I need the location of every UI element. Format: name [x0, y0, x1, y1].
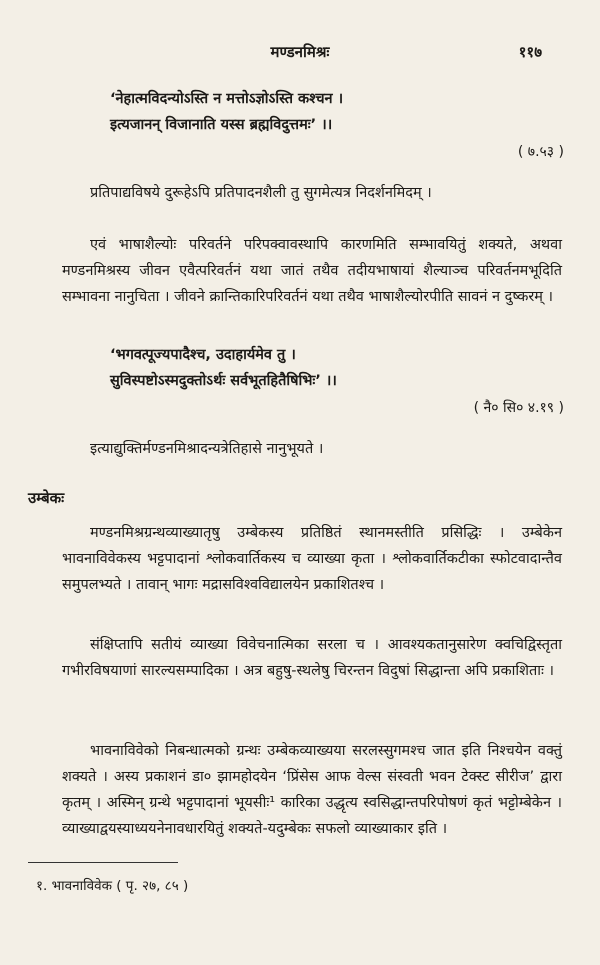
verse-reference: ( नै० सि० ४.१९ ): [473, 400, 564, 416]
paragraph: [62, 738, 562, 842]
paragraph-text: प्रतिपाद्यविषये दुरूहेऽपि प्रतिपादनशैली तु सुगमेत्यत्र निदर्शनमिदम् ।: [90, 185, 432, 201]
verse-block-2: [110, 342, 540, 394]
paragraph-text: इत्याद्युक्तिर्मण्डनमिश्रादन्यत्रेतिहासे नानुभूयते ।: [90, 441, 324, 457]
paragraph: [62, 232, 562, 310]
paragraph-text: मण्डनमिश्रग्रन्थव्याख्यातृषु उम्बेकस्य प्रतिष्ठितं स्थानमस्तीति प्रसिद्धिः । उम्बेकेन भावनाविवेकस्य भट्टपादानां श्लोकवार्तिकस्य च व्याख्या कृता । श्लोकवार्तिकटीका स्फोटवादान्तैव समुपलभ्यते । तावान् भागः मद्रासविश्वविद्यालयेन प्रकाशितश्च ।: [62, 525, 562, 593]
running-title: मण्डनमिश्रः: [270, 43, 330, 61]
paragraph-text: एवं भाषाशैल्योः परिवर्तने परिपक्वावस्थापि कारणमिति सम्भावयितुं शक्यते, अथवा मण्डनमिश्रस्य जीवन एवैत्परिवर्तनं यथा जातं तथैव तदीयभाषायां शैल्याञ्च परिवर्तनमभूदिति सम्भावना नानुचिता । जीवने क्रान्तिकारिपरिवर्तनं यथा तथैव भाषाशैल्योरपीति सावनं न दुष्करम् ।: [62, 237, 562, 305]
paragraph-text: संक्षिप्तापि सतीयं व्याख्या विवेचनात्मिका सरला च । आवश्यकतानुसारेण क्वचिद्विस्तृता गभीरविषयाणां सारल्यसम्पादिका । अत्र बहुषु-स्थलेषु चिरन्तन विदुषां सिद्धान्ता अपि प्रकाशिताः ।: [62, 637, 562, 679]
verse-block-1: [110, 86, 540, 138]
verse-line: इत्यजानन् विजानाति यस्स ब्रह्मविदुत्तमः’ ।।: [110, 117, 333, 133]
paragraph: [62, 180, 562, 206]
section-heading: उम्बेकः: [28, 489, 65, 507]
verse-line: सुविस्पष्टोऽस्मदुक्तोऽर्थः सर्वभूतहितैषिभिः’ ।।: [110, 373, 337, 389]
verse-reference: ( ७.५३ ): [517, 144, 564, 160]
verse-line: ‘भगवत्पूज्यपादैश्च, उदाहार्यमेव तु ।: [110, 347, 296, 363]
paragraph: [62, 520, 562, 598]
page-number: ११७: [518, 43, 542, 61]
page-header: [0, 42, 600, 64]
paragraph: [62, 632, 562, 684]
footnote-divider: [28, 862, 178, 863]
paragraph-text: भावनाविवेको निबन्धात्मको ग्रन्थः उम्बेकव्याख्यया सरलस्सुगमश्च जात इति निश्चयेन वक्तुं शक्यते । अस्य प्रकाशनं डा० झामहोदयेन ‘प्रिंसेस आफ वेल्स संस्वती भवन टेक्स्ट सीरीज’ द्वारा कृतम् । अस्मिन् ग्रन्थे भट्टपादानां भूयसीः¹ कारिका उद्धृत्य स्वसिद्धान्तपरिपोषणं कृतं भट्टोम्बेकेन । व्याख्याद्वयस्याध्ययनेनावधारयितुं शक्यते-यदुम्बेकः सफलो व्याख्याकार इति ।: [62, 743, 562, 837]
verse-line: ‘नेहात्मविदन्योऽस्ति न मत्तोऽज्ञोऽस्ति कश्चन ।: [110, 91, 344, 107]
paragraph: [62, 436, 562, 462]
footnote: १. भावनाविवेक ( पृ. २७, ८५ ): [36, 878, 189, 894]
